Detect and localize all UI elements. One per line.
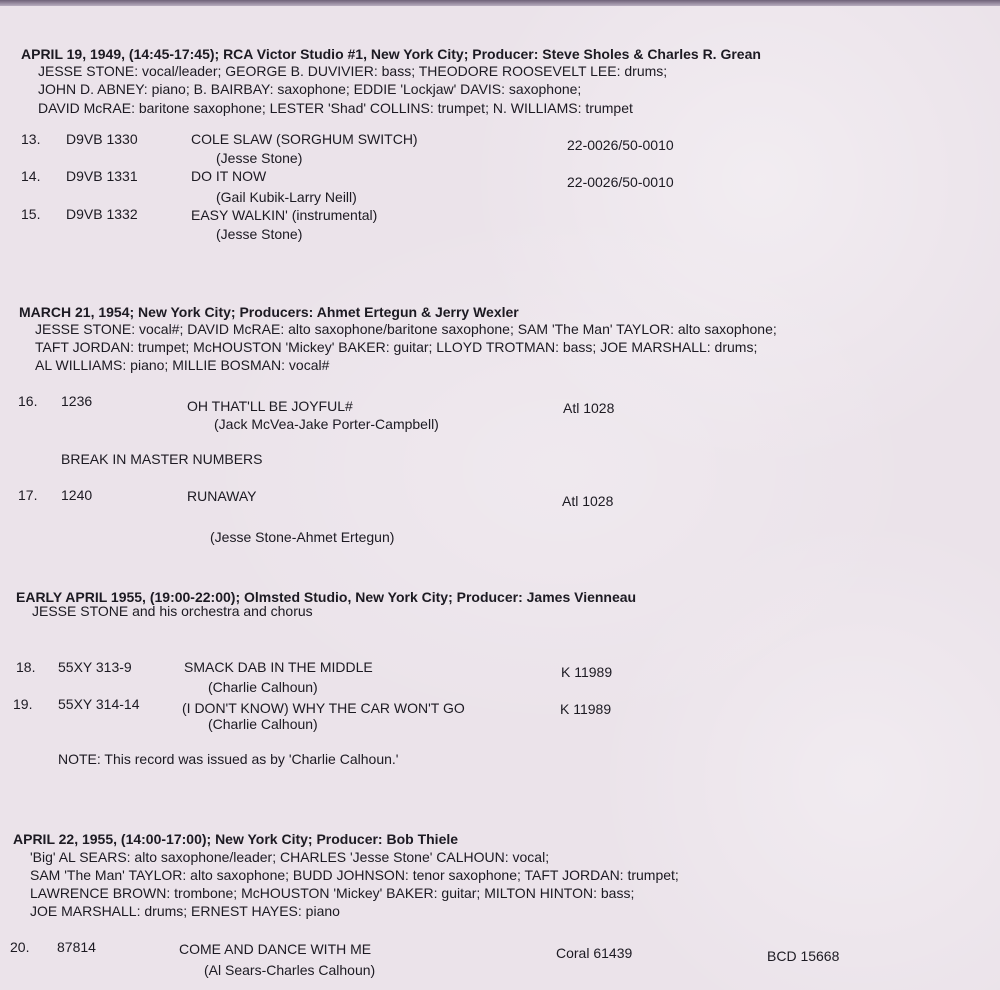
issue-number: Atl 1028 — [562, 493, 614, 509]
track-title: SMACK DAB IN THE MIDDLE — [184, 659, 373, 675]
track-number: 13. — [21, 131, 41, 147]
track-title: COME AND DANCE WITH ME — [179, 941, 372, 957]
issue-number: K 11989 — [560, 701, 612, 717]
track-number: 19. — [13, 696, 33, 712]
personnel-line: LAWRENCE BROWN: trombone; McHOUSTON 'Mickey' BAKER: guitar; MILTON HINTON: bass; — [30, 885, 635, 901]
master-number: 87814 — [57, 939, 96, 955]
personnel-line: JOHN D. ABNEY: piano; B. BAIRBAY: saxophone; EDDIE 'Lockjaw' DAVIS: saxophone; — [38, 81, 582, 97]
track-number: 20. — [10, 939, 30, 955]
personnel-line: JOE MARSHALL: drums; ERNEST HAYES: piano — [30, 903, 340, 919]
master-number: D9VB 1332 — [66, 206, 138, 222]
personnel-line: SAM 'The Man' TAYLOR: alto saxophone; BUDD JOHNSON: tenor saxophone; TAFT JORDAN: trumpet; — [30, 867, 679, 883]
track-number: 17. — [18, 487, 38, 503]
top-edge-band — [0, 0, 1000, 6]
personnel-line: TAFT JORDAN: trumpet; McHOUSTON 'Mickey' BAKER: guitar; LLOYD TROTMAN: bass; JOE MARSHALL: drums; — [35, 339, 758, 355]
composer-credit: (Jesse Stone) — [216, 226, 303, 242]
track-title: OH THAT'LL BE JOYFUL# — [187, 398, 353, 414]
composer-credit: (Jack McVea-Jake Porter-Campbell) — [214, 416, 439, 432]
composer-credit: (Gail Kubik-Larry Neill) — [216, 189, 357, 205]
issue-number: Coral 61439 — [556, 945, 633, 961]
session-header: MARCH 21, 1954; New York City; Producers: Ahmet Ertegun & Jerry Wexler — [19, 304, 519, 320]
track-title: (I DON'T KNOW) WHY THE CAR WON'T GO — [182, 700, 465, 716]
personnel-line: DAVID McRAE: baritone saxophone; LESTER 'Shad' COLLINS: trumpet; N. WILLIAMS: trumpet — [38, 100, 633, 116]
master-number: 55XY 313-9 — [58, 659, 132, 675]
track-title: RUNAWAY — [187, 488, 257, 504]
issue-note: NOTE: This record was issued as by 'Charlie Calhoun.' — [58, 751, 399, 767]
break-note: BREAK IN MASTER NUMBERS — [61, 451, 263, 467]
composer-credit: (Jesse Stone) — [216, 150, 303, 166]
issue-number: 22-0026/50-0010 — [567, 137, 674, 153]
personnel-line: JESSE STONE: vocal/leader; GEORGE B. DUVIVIER: bass; THEODORE ROOSEVELT LEE: drums; — [38, 63, 668, 79]
personnel-line: 'Big' AL SEARS: alto saxophone/leader; CHARLES 'Jesse Stone' CALHOUN: vocal; — [30, 849, 550, 865]
issue-number: Atl 1028 — [563, 400, 615, 416]
master-number: 1236 — [61, 393, 93, 409]
composer-credit: (Jesse Stone-Ahmet Ertegun) — [210, 529, 395, 545]
track-title: DO IT NOW — [191, 168, 267, 184]
personnel-line: AL WILLIAMS: piano; MILLIE BOSMAN: vocal# — [35, 357, 330, 373]
track-title: COLE SLAW (SORGHUM SWITCH) — [191, 131, 418, 147]
composer-credit: (Al Sears-Charles Calhoun) — [204, 962, 376, 978]
track-number: 14. — [21, 168, 41, 184]
personnel-line: JESSE STONE: vocal#; DAVID McRAE: alto saxophone/baritone saxophone; SAM 'The Man' TAYLOR: alto saxophone; — [35, 321, 777, 337]
master-number: 1240 — [61, 487, 93, 503]
issue-number: 22-0026/50-0010 — [567, 174, 674, 190]
issue-number: K 11989 — [561, 664, 613, 680]
track-number: 16. — [18, 393, 38, 409]
track-number: 18. — [16, 659, 36, 675]
cd-catalog-number: BCD 15668 — [767, 948, 840, 964]
composer-credit: (Charlie Calhoun) — [208, 679, 318, 695]
session-header: EARLY APRIL 1955, (19:00-22:00); Olmsted Studio, New York City; Producer: James Vienneau — [16, 589, 637, 605]
session-header: APRIL 19, 1949, (14:45-17:45); RCA Victor Studio #1, New York City; Producer: Steve Sholes & Charles R. Grean — [21, 46, 761, 62]
master-number: 55XY 314-14 — [58, 696, 140, 712]
track-number: 15. — [21, 206, 41, 222]
master-number: D9VB 1331 — [66, 168, 138, 184]
master-number: D9VB 1330 — [66, 131, 138, 147]
personnel-line: JESSE STONE and his orchestra and chorus — [32, 603, 313, 619]
composer-credit: (Charlie Calhoun) — [208, 716, 318, 732]
track-title: EASY WALKIN' (instrumental) — [191, 207, 378, 223]
session-header: APRIL 22, 1955, (14:00-17:00); New York City; Producer: Bob Thiele — [13, 831, 459, 847]
